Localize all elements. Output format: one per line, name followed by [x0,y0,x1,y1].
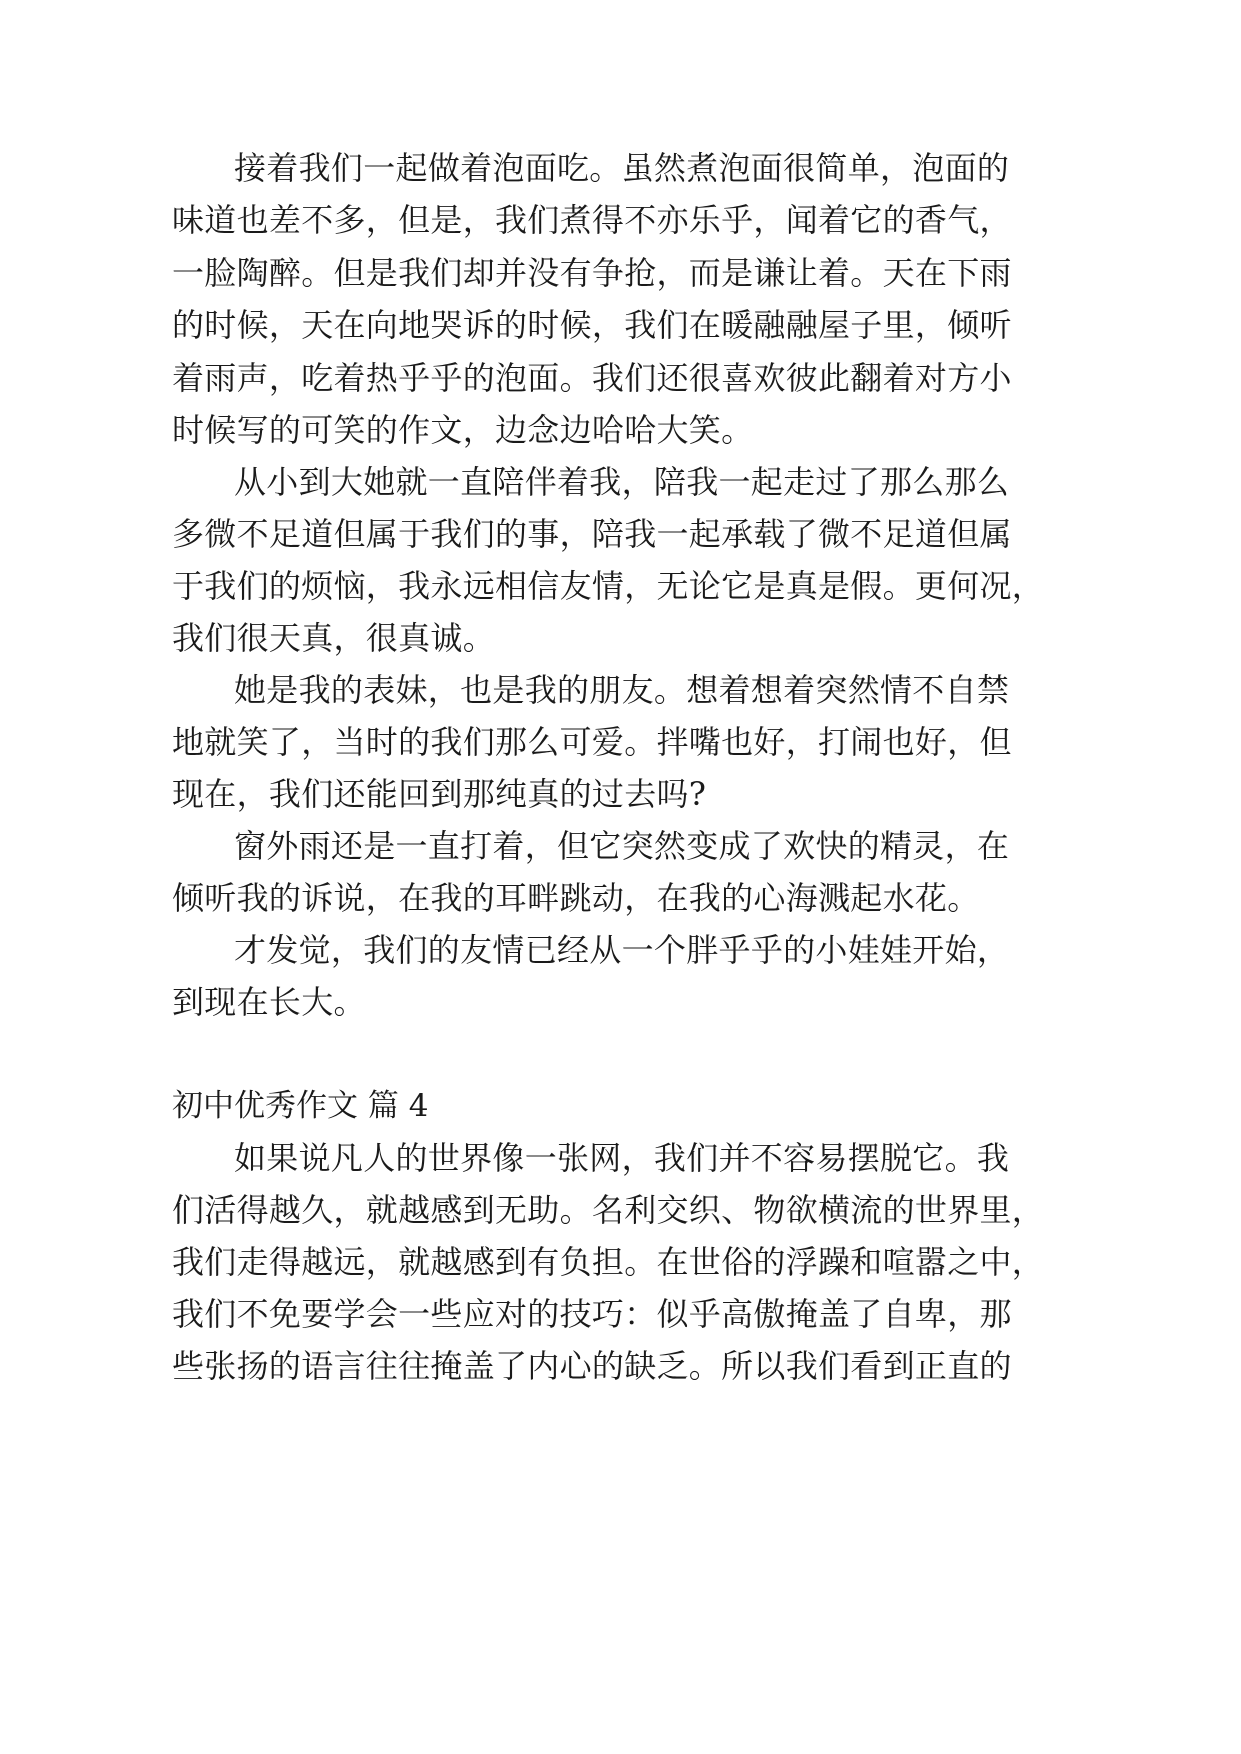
section-heading: 初中优秀作文 篇 4 [172,1088,429,1124]
body-text-line: 她是我的表妹，也是我的朋友。想着想着突然情不自禁 [234,671,1010,709]
body-text-line: 一脸陶醉。但是我们却并没有争抢，而是谦让着。天在下雨 [172,254,1012,292]
body-text-line: 到现在长大。 [172,983,366,1021]
body-text-line: 着雨声，吃着热乎乎的泡面。我们还很喜欢彼此翻着对方小 [172,359,1012,397]
body-text-line: 些张扬的语言往往掩盖了内心的缺乏。所以我们看到正直的 [172,1347,1012,1385]
body-text-line: 们活得越久，就越感到无助。名利交织、物欲横流的世界里， [172,1191,1045,1229]
body-text-line: 从小到大她就一直陪伴着我，陪我一起走过了那么那么 [234,463,1010,501]
body-text-line: 才发觉，我们的友情已经从一个胖乎乎的小娃娃开始， [234,931,1010,969]
body-text-line: 接着我们一起做着泡面吃。虽然煮泡面很简单，泡面的 [234,149,1010,187]
body-text-line: 如果说凡人的世界像一张网，我们并不容易摆脱它。我 [234,1139,1010,1177]
body-text-line: 窗外雨还是一直打着，但它突然变成了欢快的精灵，在 [234,827,1010,865]
body-text-line: 时候写的可笑的作文，边念边哈哈大笑。 [172,411,754,449]
body-text-line: 现在，我们还能回到那纯真的过去吗? [172,775,707,813]
body-text-line: 于我们的烦恼，我永远相信友情，无论它是真是假。更何况， [172,567,1045,605]
body-text-line: 地就笑了，当时的我们那么可爱。拌嘴也好，打闹也好，但 [172,723,1012,761]
body-text-line: 的时候，天在向地哭诉的时候，我们在暖融融屋子里，倾听 [172,306,1012,344]
body-text-line: 多微不足道但属于我们的事，陪我一起承载了微不足道但属 [172,515,1012,553]
body-text-line: 我们走得越远，就越感到有负担。在世俗的浮躁和喧嚣之中， [172,1243,1045,1281]
body-text-line: 我们不免要学会一些应对的技巧：似乎高傲掩盖了自卑，那 [172,1295,1012,1333]
body-text-line: 味道也差不多，但是，我们煮得不亦乐乎，闻着它的香气， [172,201,1012,239]
body-text-line: 倾听我的诉说，在我的耳畔跳动，在我的心海溅起水花。 [172,879,980,917]
body-text-line: 我们很天真，很真诚。 [172,619,496,657]
